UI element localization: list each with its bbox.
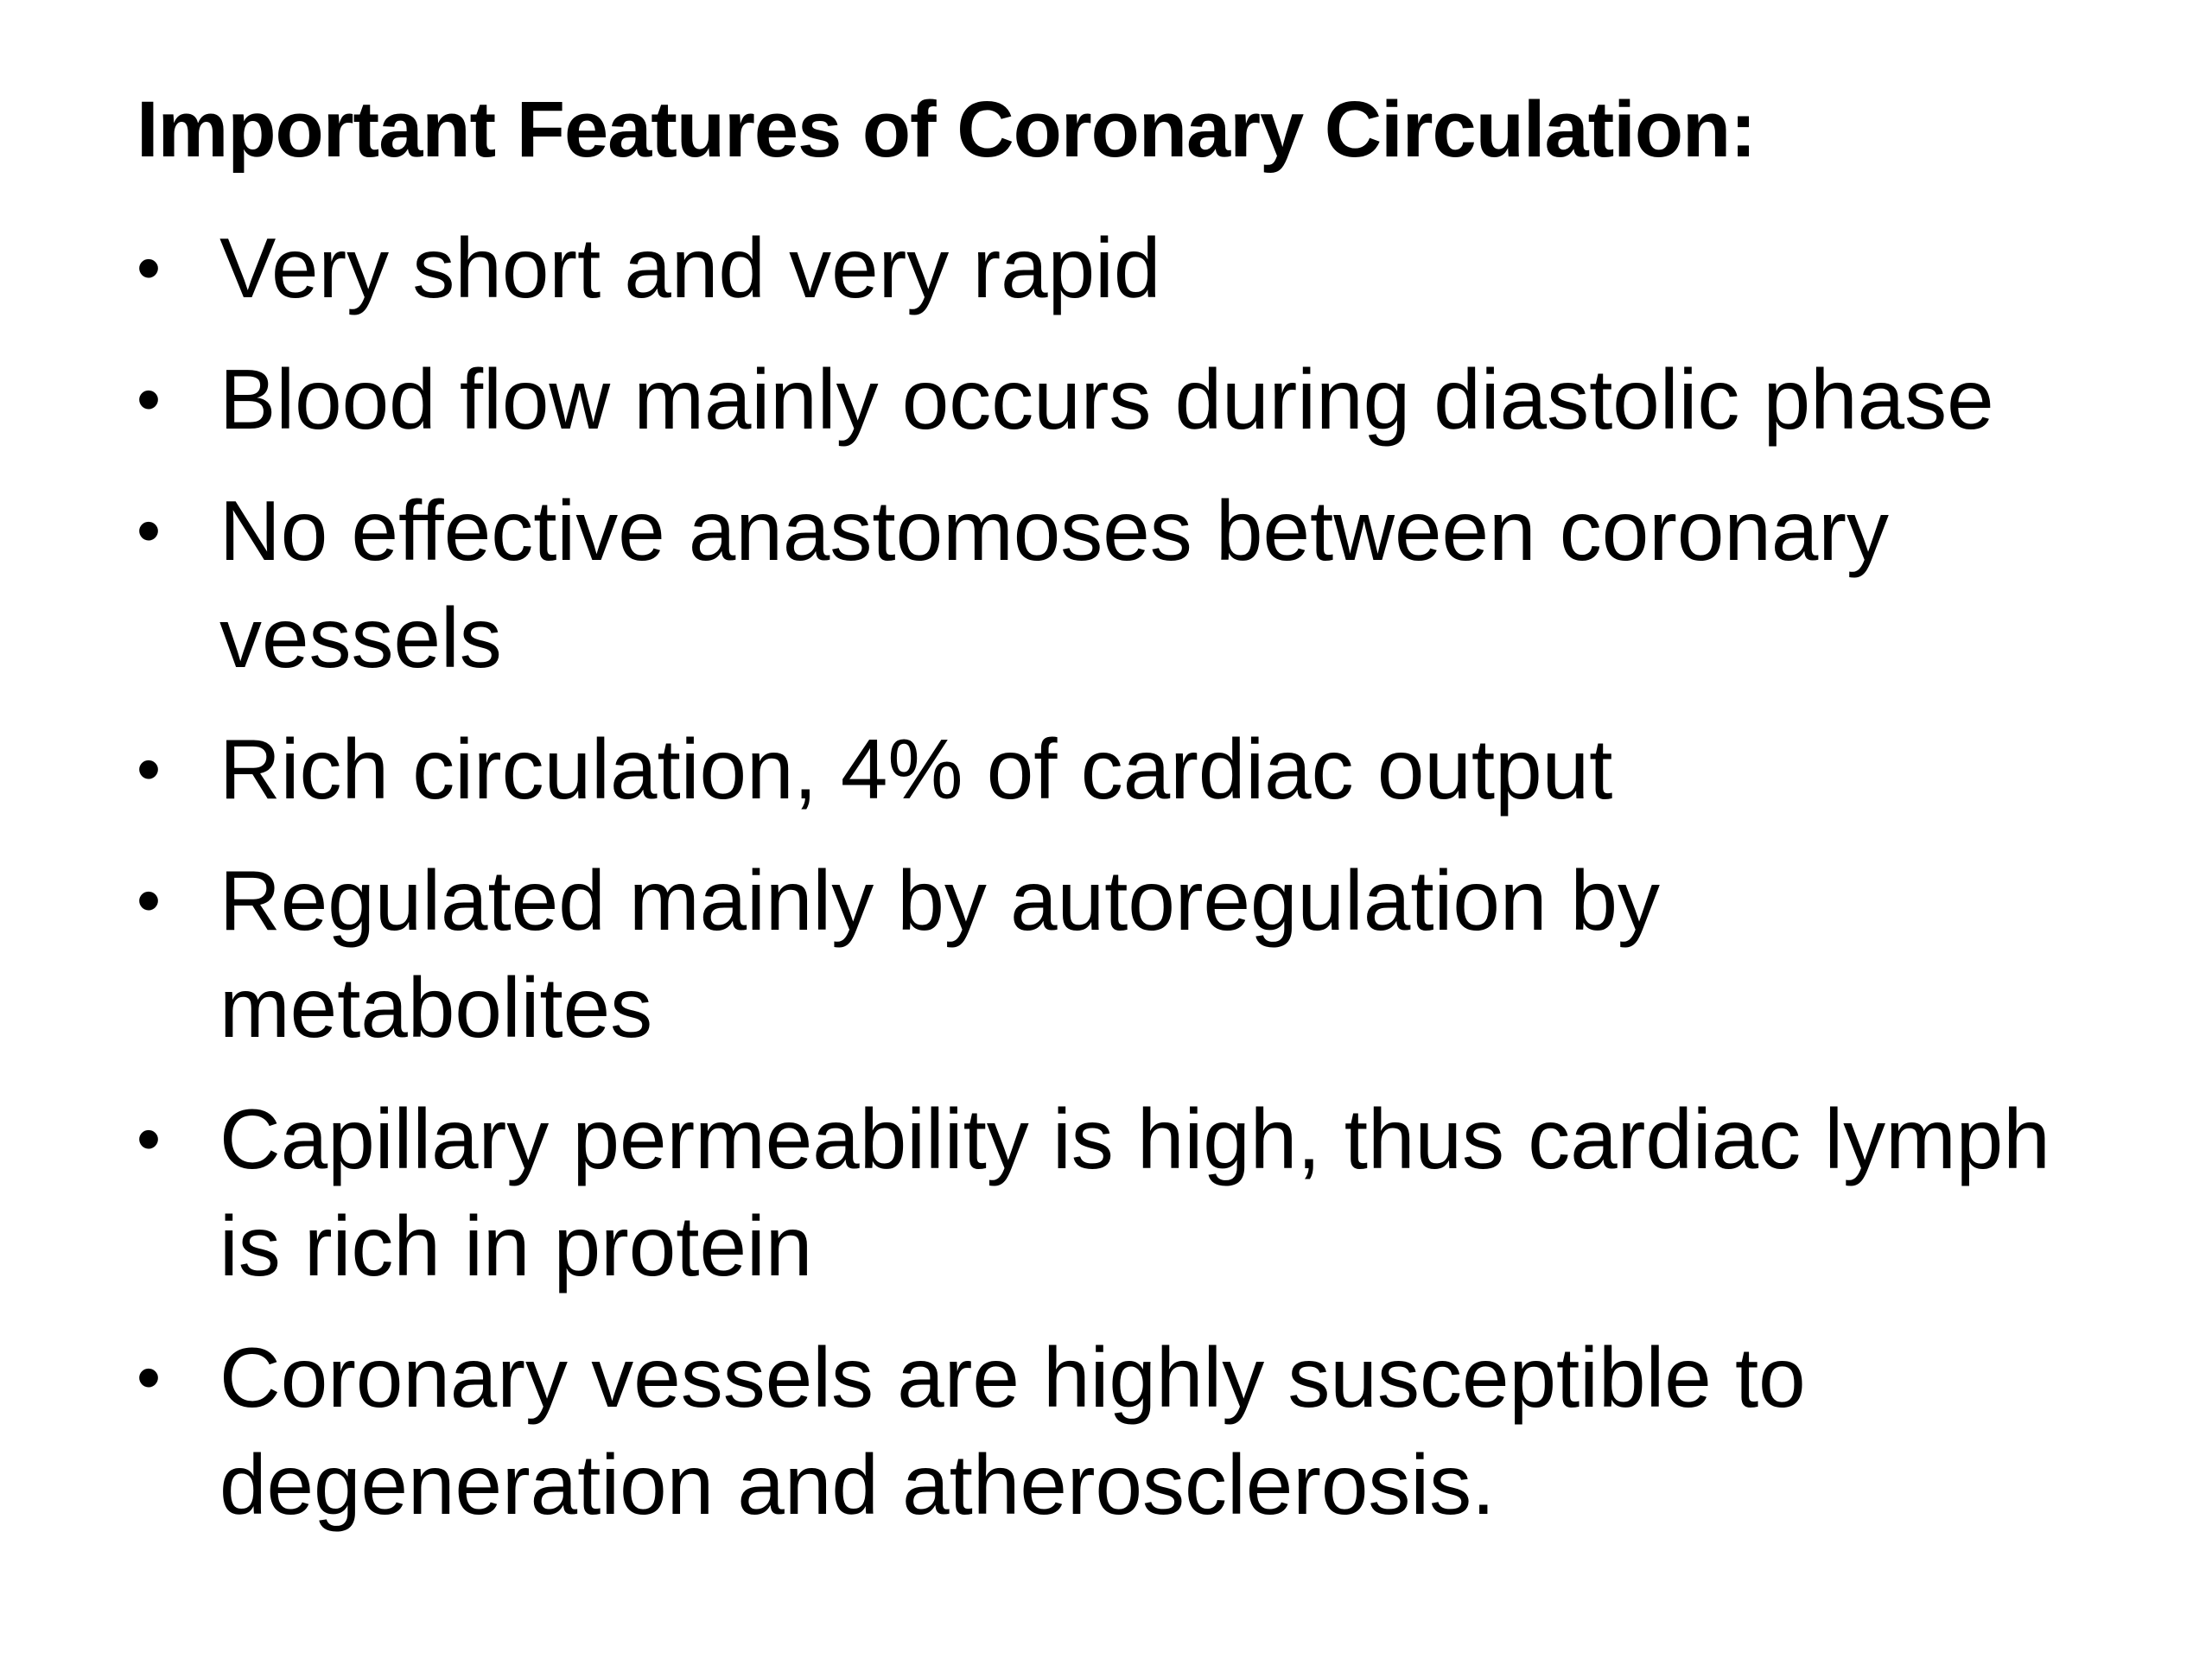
- bullet-item: [130, 346, 2100, 453]
- bullet-item: [130, 1324, 2100, 1538]
- bullet-item: [130, 477, 2100, 691]
- bullet-item: [130, 715, 2100, 823]
- bullet-icon: •: [137, 1338, 162, 1415]
- bullet-text: Blood flow mainly occurs during diastolic phase: [219, 352, 1994, 447]
- bullet-icon: •: [137, 730, 162, 807]
- bullet-item: [130, 1085, 2100, 1300]
- bullet-icon: •: [137, 1100, 162, 1177]
- bullet-list: [130, 214, 2100, 1562]
- bullet-icon: •: [137, 492, 162, 569]
- bullet-text: Very short and very rapid: [219, 220, 1161, 315]
- bullet-icon: •: [137, 360, 162, 437]
- bullet-text: Capillary permeability is high, thus cardiac lymph is rich in protein: [219, 1091, 2050, 1294]
- bullet-icon: •: [137, 229, 162, 306]
- bullet-icon: •: [137, 861, 162, 938]
- bullet-text: No effective anastomoses between coronary vessels: [219, 483, 1890, 685]
- bullet-item: [130, 214, 2100, 321]
- bullet-text: Rich circulation, 4% of cardiac output: [219, 721, 1613, 817]
- bullet-text: Coronary vessels are highly susceptible to degeneration and atherosclerosis.: [219, 1330, 1806, 1532]
- bullet-text: Regulated mainly by autoregulation by metabolites: [219, 853, 1661, 1055]
- slide-title: Important Features of Coronary Circulation:: [137, 86, 1756, 174]
- bullet-item: [130, 847, 2100, 1061]
